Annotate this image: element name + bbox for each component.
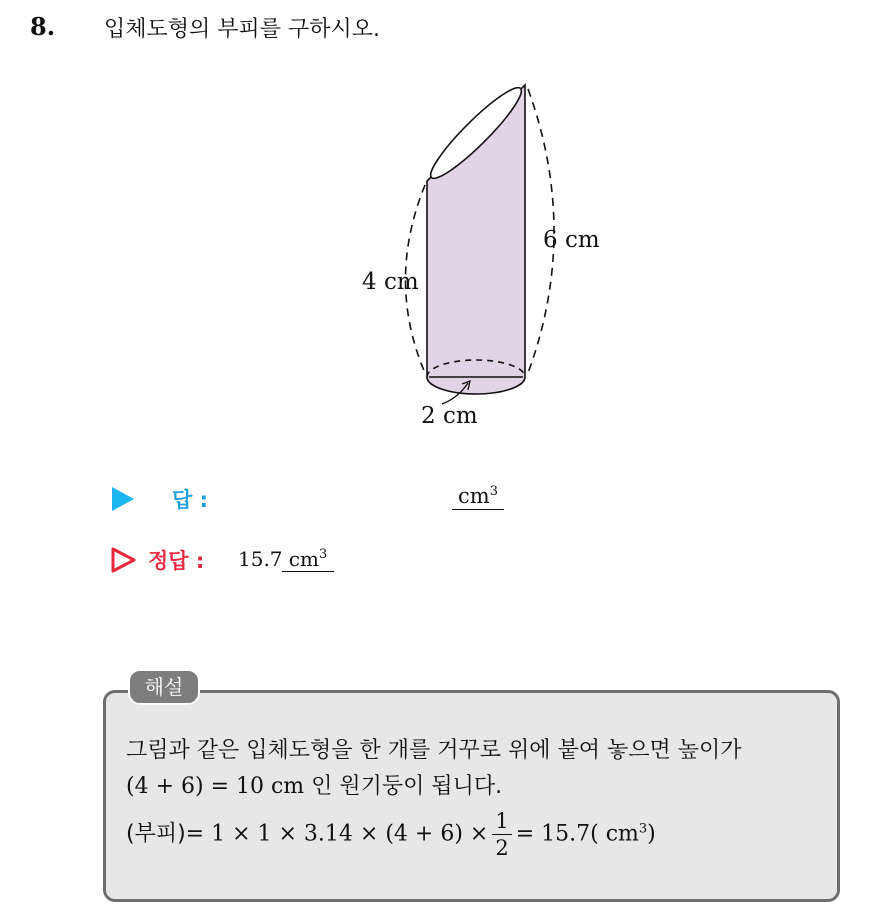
answer-unit-exponent: 3 bbox=[489, 484, 498, 499]
left-height-label: 4 cm bbox=[362, 269, 419, 295]
solution-line-2-math: (4 + 6) = 10 cm bbox=[126, 774, 305, 799]
solution-expression: = 1 × 1 × 3.14 × (4 + 6) × bbox=[185, 821, 489, 847]
solution-result: = 15.7( cm bbox=[515, 821, 639, 847]
solution-tag: 해설 bbox=[128, 669, 200, 705]
diameter-label: 2 cm bbox=[421, 403, 478, 429]
solution-result-exponent: 3 bbox=[638, 821, 648, 837]
fraction-denominator: 2 bbox=[495, 836, 509, 860]
outline-triangle-icon bbox=[110, 546, 138, 574]
solution-line-1: 그림과 같은 입체도형을 한 개를 거꾸로 위에 붙여 놓으면 높이가 bbox=[126, 738, 742, 763]
correct-answer-row bbox=[110, 544, 530, 576]
answer-unit: cm bbox=[458, 484, 490, 508]
right-height-label: 6 cm bbox=[543, 227, 600, 253]
solution-volume-prefix: (부피) bbox=[126, 821, 186, 847]
answer-blank[interactable] bbox=[452, 484, 504, 510]
correct-answer-label: 정답 : bbox=[148, 549, 205, 573]
correct-answer-unit-wrap bbox=[282, 547, 334, 572]
fraction-numerator: 1 bbox=[492, 808, 511, 835]
solution-line-2 bbox=[126, 769, 502, 800]
correct-answer-unit: cm bbox=[288, 547, 319, 571]
solution-line-3 bbox=[126, 808, 656, 861]
answer-row bbox=[110, 484, 530, 514]
solution-result-close: ) bbox=[647, 821, 656, 847]
correct-answer-value: 15.7 bbox=[238, 547, 283, 571]
solution-line-2-text: 인 원기둥이 됩니다. bbox=[304, 774, 503, 799]
question-text: 입체도형의 부피를 구하시오. bbox=[104, 17, 381, 42]
correct-answer-unit-exponent: 3 bbox=[318, 547, 328, 562]
question-number: 8. bbox=[30, 12, 56, 41]
filled-triangle-icon bbox=[112, 487, 134, 511]
solution-fraction bbox=[492, 808, 511, 861]
answer-label: 답 : bbox=[172, 488, 208, 512]
